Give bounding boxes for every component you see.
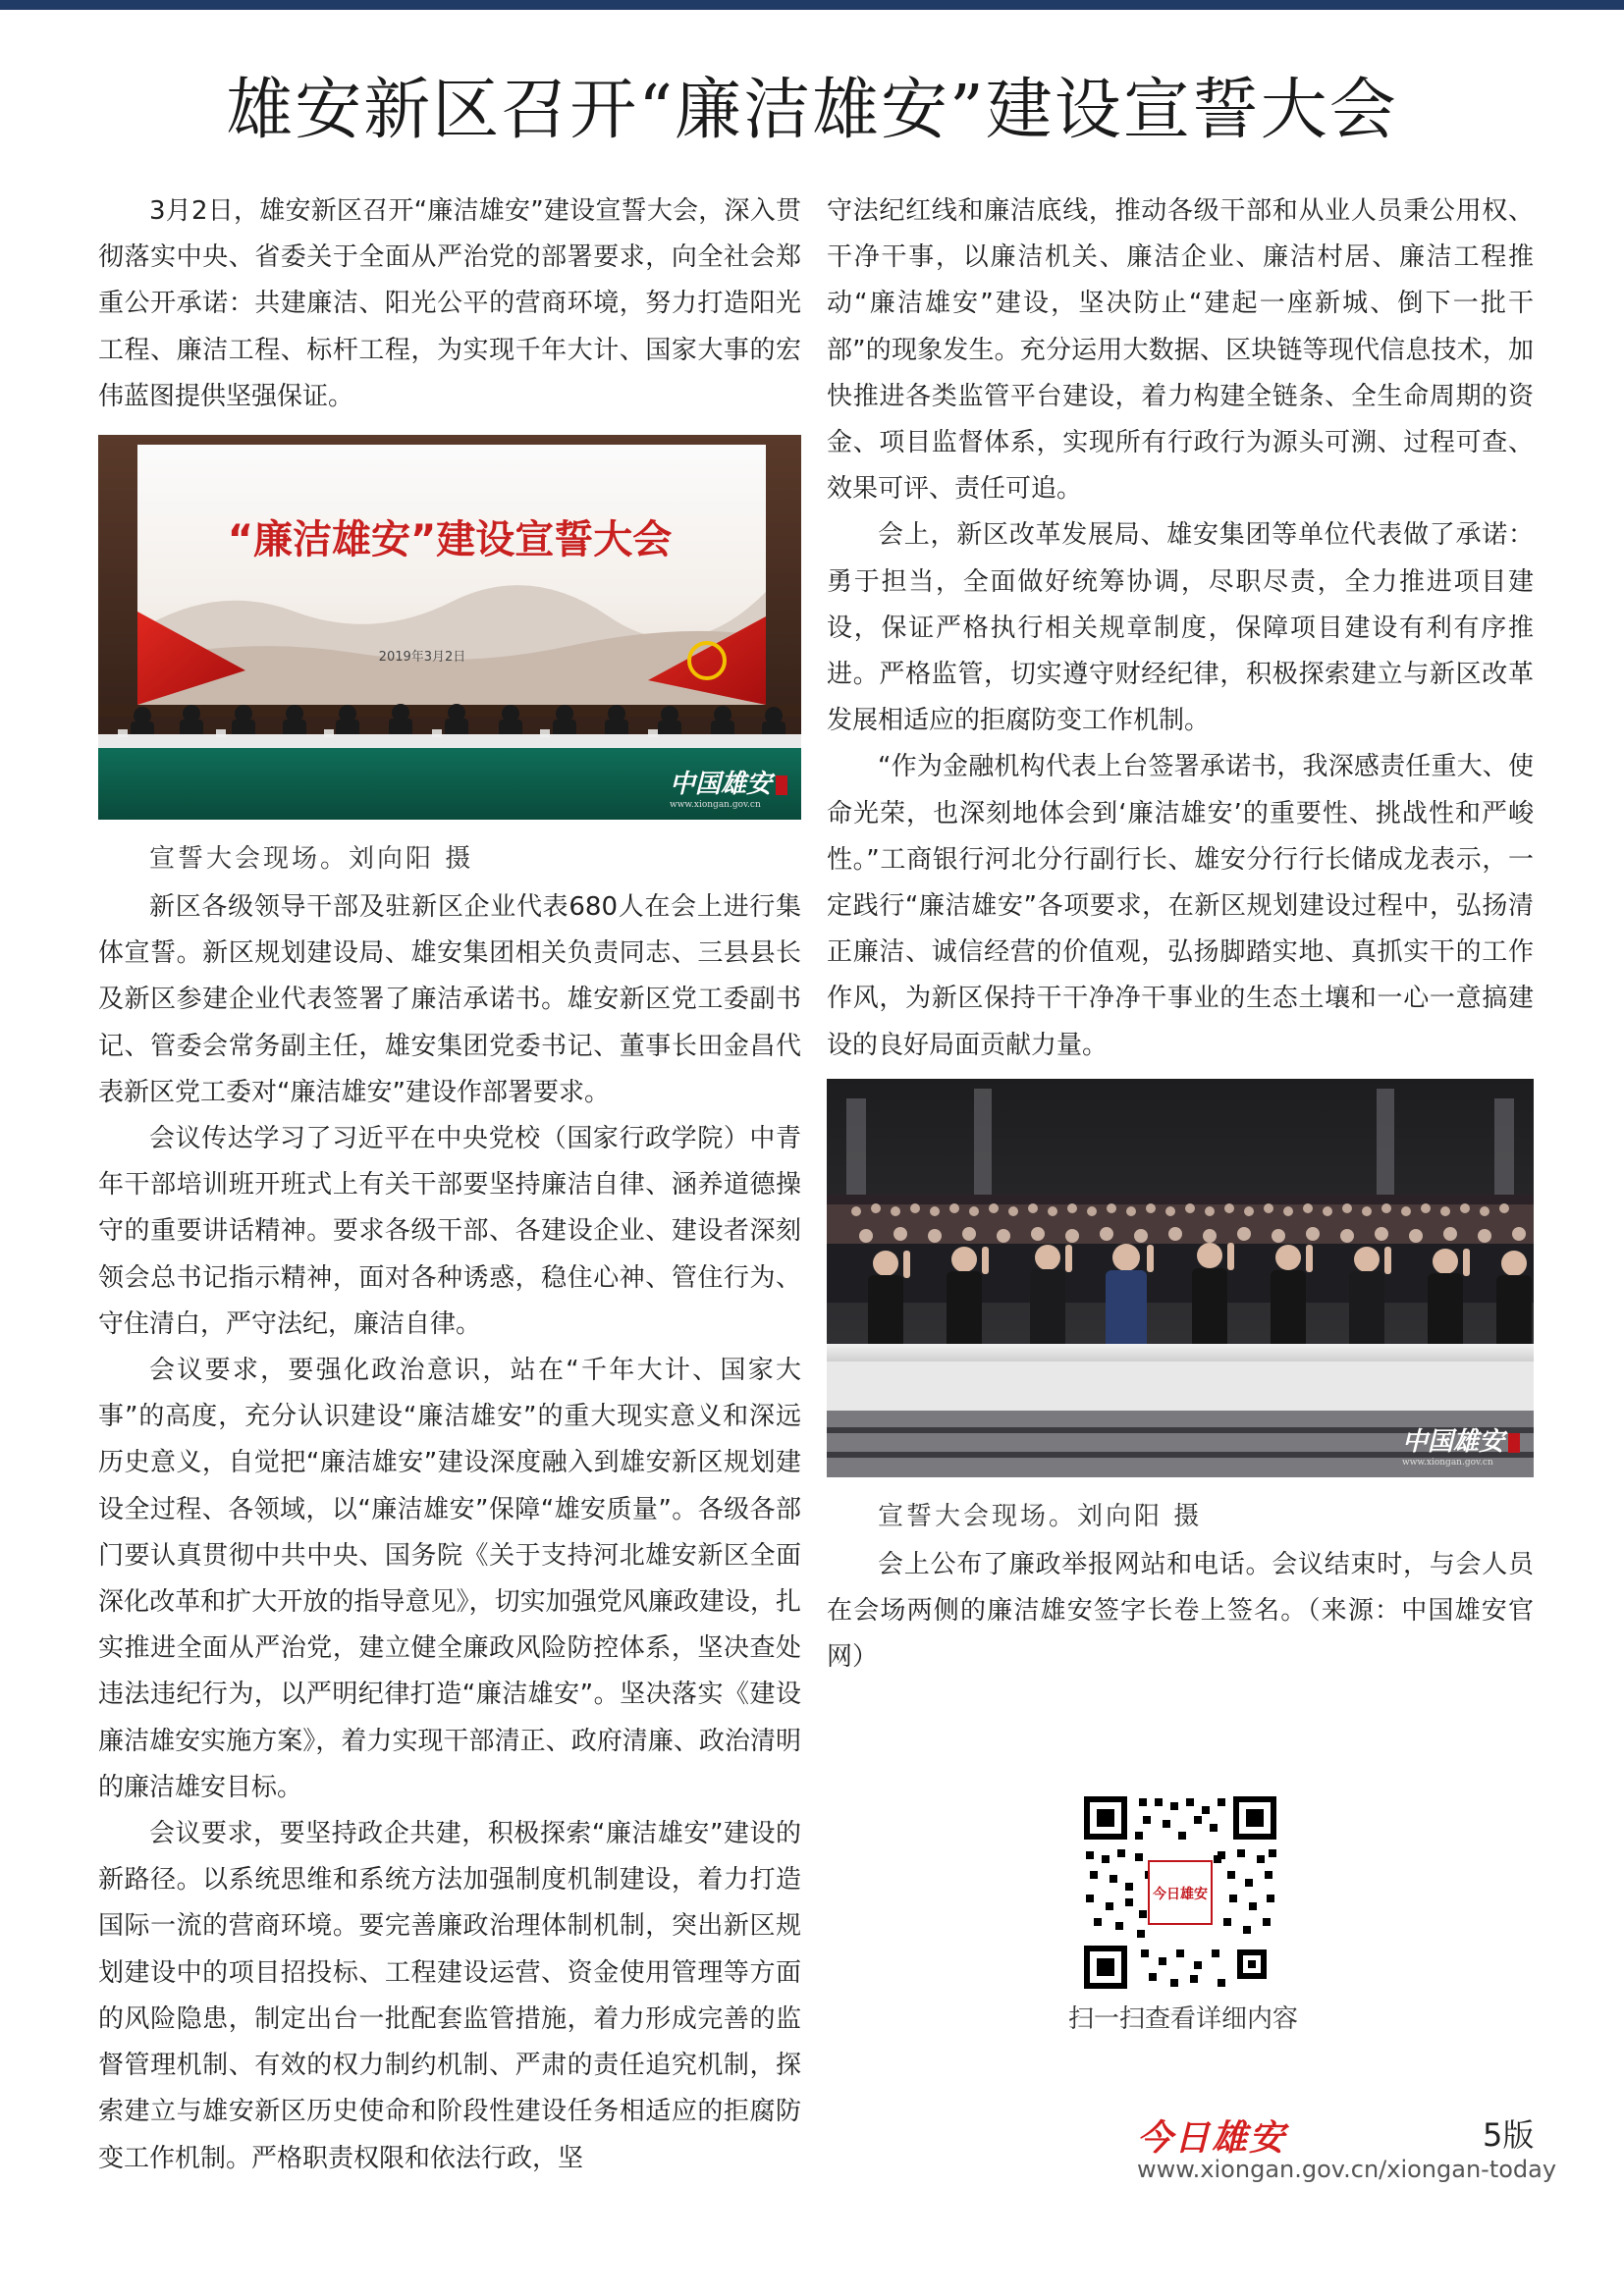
paragraph: 会议要求，要坚持政企共建，积极探索“廉洁雄安”建设的新路径。以系统思维和系统方法加强制度机制建设，着力打造国际一流的营商环境。要完善廉政治理体制机制，突出新区规划建设中的项目招投标、工程建设运营、资金使用管理等方面的风险隐患，制定出台一批配套监管措施，着力形成完善的监督管理机制、有效的权力制约机制、严肃的责任追究机制，探索建立与雄安新区历史使命和阶段性建设任务相适应的拒腐防变工作机制。严格职责权限和依法行政，坚 [98,1819,801,2173]
paragraph: “作为金融机构代表上台签署承诺书，我深感责任重大、使命光荣，也深刻地体会到‘廉洁雄安’的重要性、挑战性和严峻性。”工商银行河北分行副行长、雄安分行行长储成龙表示，一定践行“廉洁雄安”各项要求，在新区规划建设过程中，弘扬清正廉洁、诚信经营的价值观，弘扬脚踏实地、真抓实干的工作作风，为新区保持干干净净干事业的生态土壤和一心一意搞建设的良好局面贡献力量。 [827,752,1534,1060]
audience-oath-photo [827,1079,1534,1477]
paragraph: 会议要求，要强化政治意识，站在“千年大计、国家大事”的高度，充分认识建设“廉洁雄安”的重大现实意义和深远历史意义，自觉把“廉洁雄安”建设深度融入到雄安新区规划建设全过程、各领域，以“廉洁雄安”保障“雄安质量”。各级各部门要认真贯彻中共中央、国务院《关于支持河北雄安新区全面深化改革和扩大开放的指导意见》，切实加强党风廉政建设，扎实推进全面从严治党，建立健全廉政风险防控体系，坚决查处违法违纪行为，以严明纪律打造“廉洁雄安”。坚决落实《建设廉洁雄安实施方案》，着力实现干部清正、政府清廉、政治清明的廉洁雄安目标。 [98,1356,801,1802]
paragraph: 新区各级领导干部及驻新区企业代表680人在会上进行集体宣誓。新区规划建设局、雄安集团相关负责同志、三县县长及新区参建企业代表签署了廉洁承诺书。雄安新区党工委副书记、管委会常务副主任，雄安集团党委书记、董事长田金昌代表新区党工委对“廉洁雄安”建设作部署要求。 [98,892,801,1107]
qr-caption: 扫一扫查看详细内容 [1067,2004,1298,2034]
stage-banner-text: “廉洁雄安”建设宣誓大会 [227,517,673,563]
stage-banner-date: 2019年3月2日 [378,650,466,666]
article-title: 雄安新区召开“廉洁雄安”建设宣誓大会 [226,72,1398,149]
paragraph: 会上，新区改革发展局、雄安集团等单位代表做了承诺：勇于担当，全面做好统筹协调，尽职尽责，全力推进项目建设，保证严格执行相关规章制度，保障项目建设有利有序推进。严格监管，切实遵守财经纪律，积极探索建立与新区改革发展相适应的拒腐防变工作机制。 [827,520,1534,736]
photo-watermark-text: 中国雄安 [669,770,772,800]
photo-caption: 宣誓大会现场。刘向阳 摄 [149,844,474,875]
watermark-seal-icon [1508,1433,1520,1453]
left-column [98,188,801,2182]
photo-caption: 宣誓大会现场。刘向阳 摄 [878,1501,1203,1531]
qr-code[interactable] [1080,1792,1280,1993]
right-column [827,188,1534,1681]
paragraph: 3月2日，雄安新区召开“廉洁雄安”建设宣誓大会，深入贯彻落实中央、省委关于全面从严治党的部署要求，向全社会郑重公开承诺：共建廉洁、阳光公平的营商环境，努力打造阳光工程、廉洁工程、标杆工程，为实现千年大计、国家大事的宏伟蓝图提供坚强保证。 [98,196,801,411]
paragraph: 会上公布了廉政举报网站和电话。会议结束时，与会人员在会场两侧的廉洁雄安签字长卷上签名。（来源：中国雄安官网） [827,1549,1534,1673]
photo-watermark-text: 中国雄安 [1401,1426,1504,1457]
footer-logo: 今日雄安 [1137,2117,1287,2159]
meeting-stage-photo [98,435,801,820]
paragraph: 守法纪红线和廉洁底线，推动各级干部和从业人员秉公用权、干净干事，以廉洁机关、廉洁企业、廉洁村居、廉洁工程推动“廉洁雄安”建设，坚决防止“建起一座新城、倒下一批干部”的现象发生。充分运用大数据、区块链等现代信息技术，加快推进各类监管平台建设，着力构建全链条、全生命周期的资金、项目监督体系，实现所有行政行为源头可溯、过程可查、效果可评、责任可追。 [827,196,1534,505]
photo-watermark [1402,1421,1520,1468]
photo-watermark-url: www.xiongan.gov.cn [1401,1457,1493,1468]
page-number: 5版 [1483,2116,1535,2154]
qr-center-logo: 今日雄安 [1153,1887,1208,1902]
photo-watermark-url: www.xiongan.gov.cn [669,800,761,811]
paragraph: 会议传达学习了习近平在中央党校（国家行政学院）中青年干部培训班开班式上有关干部要坚持廉洁自律、涵养道德操守的重要讲话精神。要求各级干部、各建设企业、建设者深刻领会总书记指示精神，面对各种诱惑，稳住心神、管住行为、守住清白，严守法纪，廉洁自律。 [98,1124,801,1339]
photo-watermark [670,764,787,810]
watermark-seal-icon [776,775,787,795]
footer-url[interactable]: www.xiongan.gov.cn/xiongan-today [1137,2156,1557,2183]
top-color-bar [0,0,1624,10]
